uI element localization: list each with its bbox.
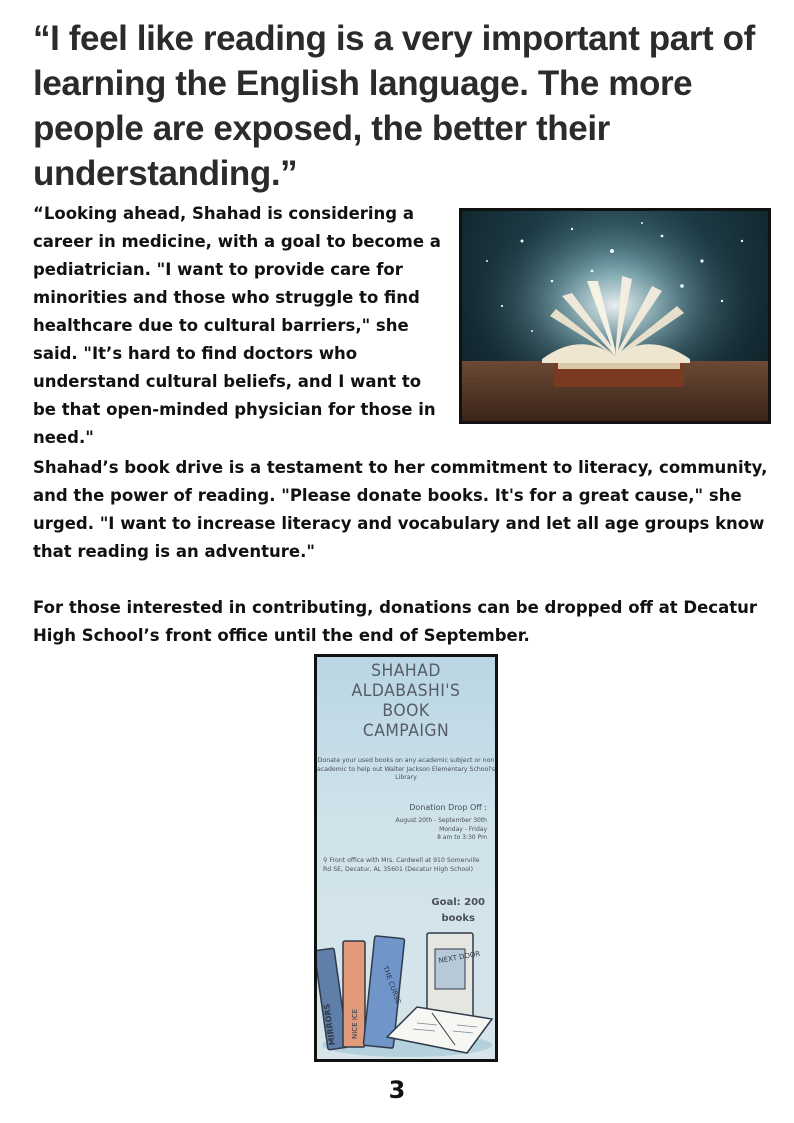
flyer-goal-line: Goal: 200 [431, 897, 485, 908]
flyer-title-line: SHAHAD [371, 661, 441, 681]
book-title-nice-ice: NICE ICE [351, 1008, 359, 1039]
paragraph-donations: For those interested in contributing, donations can be dropped off at Decatur High School’s front office until the end of September. [33, 598, 757, 645]
page-number: 3 [388, 1076, 406, 1104]
book-spine-nice-ice [343, 941, 365, 1047]
location-pin-icon: ⚲ [323, 857, 330, 864]
flyer-drop-off-details [387, 817, 487, 843]
flyer-title-line: CAMPAIGN [362, 721, 450, 741]
books-illustration [317, 927, 495, 1059]
flyer-drop-off-hours: 8 am to 3:30 Pm [437, 834, 487, 841]
flyer-title-line: BOOK [382, 701, 430, 721]
flyer-title-line: ALDABASHI'S [351, 681, 461, 701]
paragraph-career: “Looking ahead, Shahad is considering a career in medicine, with a goal to become a pediatrician. "I want to provide care for minorities and those who struggle to find healthcare due to cultural barriers," she said. "It’s hard to find doctors who understand cultural beliefs, and I want to be that open-minded physician for those in need." [33, 204, 441, 447]
book-title-mirrors: MIRRORS [322, 1003, 337, 1046]
book-campaign-flyer [314, 654, 498, 1062]
book-title-the-curse: THE CURSE [381, 964, 403, 1006]
flyer-location-text: Front office with Mrs. Cardwell at 910 Somerville Rd SE, Decatur, AL 35601 (Decatur High School) [323, 857, 480, 873]
paragraph-book-drive: Shahad’s book drive is a testament to her commitment to literacy, community, and the power of reading. "Please donate books. It's for a great cause," she urged. "I want to increase literacy and vocabulary and let all age groups know that reading is an adventure." [33, 458, 768, 561]
flyer-drop-off-heading: Donation Drop Off : [409, 803, 487, 812]
flyer-location [323, 857, 483, 874]
flyer-goal [431, 895, 485, 927]
open-book-photo [459, 208, 771, 424]
flyer-description: Donate your used books on any academic subject or non academic to help out Walter Jackson Elementary School's Library [317, 757, 495, 781]
pull-quote: “I feel like reading is a very important part of learning the English language. The more people are exposed, the better their understanding.” [33, 19, 755, 193]
flyer-goal-line: books [441, 913, 475, 924]
flyer-title [317, 661, 495, 741]
flyer-drop-off-dates: August 20th - September 30th [395, 817, 487, 824]
flyer-drop-off-days: Monday - Friday [439, 825, 487, 833]
book-title-next-door: NEXT DOOR [437, 949, 481, 965]
